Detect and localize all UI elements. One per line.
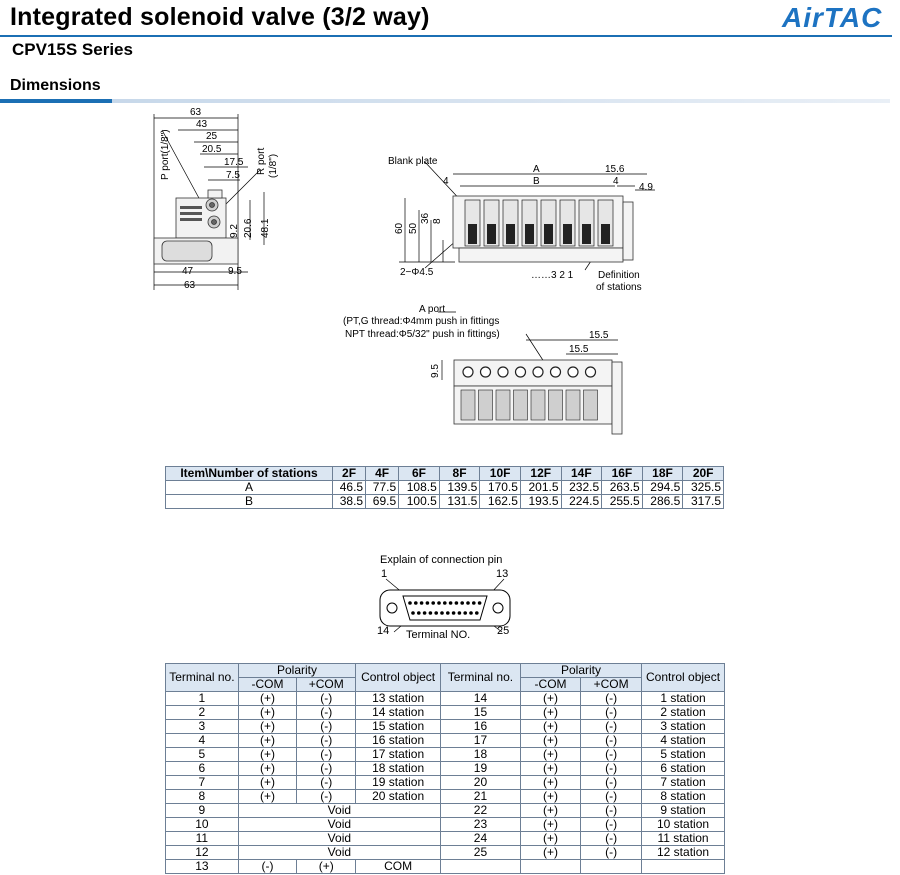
connector-pin (408, 601, 412, 605)
table-cell (581, 860, 642, 874)
table-cell: (-) (581, 748, 642, 762)
table-cell: (-) (297, 720, 356, 734)
table-row (166, 706, 725, 720)
connector-pin (460, 601, 464, 605)
table-cell: (+) (520, 692, 580, 706)
table-header-cell: 2F (333, 467, 366, 481)
valve-coil (468, 224, 477, 244)
table-cell: 1 (166, 692, 239, 706)
plus-com-header: +COM (581, 678, 642, 692)
table-cell (520, 860, 580, 874)
table-cell: 108.5 (399, 481, 440, 495)
table-cell: 20 (440, 776, 520, 790)
table-cell: 5 (166, 748, 239, 762)
valve-coil (601, 224, 610, 244)
valve-coil (582, 224, 591, 244)
table-cell: 13 station (356, 692, 441, 706)
connector-pin (452, 611, 456, 615)
table-header-cell: 12F (520, 467, 561, 481)
table-cell: 77.5 (366, 481, 399, 495)
brand-logo: AirTAC (782, 2, 883, 33)
table-cell: 2 station (642, 706, 725, 720)
table-cell: (-) (581, 832, 642, 846)
port-fitting (586, 367, 596, 377)
table-header-cell: 8F (439, 467, 480, 481)
connector-pin (455, 601, 459, 605)
table-cell: (-) (581, 804, 642, 818)
table-cell: (+) (520, 846, 580, 860)
table-cell: (-) (581, 762, 642, 776)
table-cell: 18 (440, 748, 520, 762)
table-row (166, 720, 725, 734)
dim-20-5: 20.5 (202, 144, 222, 155)
table-header-cell: 10F (480, 467, 521, 481)
table-cell: 25 (440, 846, 520, 860)
table-cell: 8 (166, 790, 239, 804)
table-cell: 10 station (642, 818, 725, 832)
blank-plate-label: Blank plate (388, 156, 438, 167)
table-cell: (+) (238, 776, 296, 790)
table-cell: 10 (166, 818, 239, 832)
table-cell: 325.5 (683, 481, 724, 495)
table-row (166, 860, 725, 874)
connector-pin (417, 611, 421, 615)
table-cell: (-) (581, 734, 642, 748)
table-cell: 6 (166, 762, 239, 776)
pin-1-label: 1 (381, 568, 388, 580)
control-header: Control object (356, 664, 441, 692)
pin-25-label: 25 (497, 625, 510, 637)
connector-pin (458, 611, 462, 615)
table-cell: (-) (581, 706, 642, 720)
dim-4-right: 4 (613, 176, 619, 187)
table-cell: 286.5 (642, 495, 683, 509)
table-cell: (-) (581, 720, 642, 734)
table-cell: (+) (238, 762, 296, 776)
table-cell: 201.5 (520, 481, 561, 495)
table-header-row (166, 467, 724, 481)
dim-7-5: 7.5 (226, 170, 240, 181)
table-header-cell: 14F (561, 467, 602, 481)
table-row (166, 495, 724, 509)
table-cell: 13 (166, 860, 239, 874)
port-fitting (516, 367, 526, 377)
dim-9-5-top: 9.5 (430, 364, 441, 378)
table-header-cell: 18F (642, 467, 683, 481)
top-view-drawing (338, 300, 658, 435)
dim-a: A (533, 164, 540, 175)
connector-pin (414, 601, 418, 605)
definition-label-2: of stations (596, 282, 642, 293)
table-cell: 16 (440, 720, 520, 734)
port-fitting (533, 367, 543, 377)
table-cell: (+) (520, 832, 580, 846)
connector-pin (449, 601, 453, 605)
table-cell: (+) (520, 776, 580, 790)
valve-coil (544, 224, 553, 244)
table-cell: 22 (440, 804, 520, 818)
table-cell: 1 station (642, 692, 725, 706)
table-cell: Void (238, 818, 440, 832)
table-cell: 6 station (642, 762, 725, 776)
table-row (166, 776, 725, 790)
plus-com-header: +COM (297, 678, 356, 692)
connector-pin (446, 611, 450, 615)
table-cell: (-) (581, 790, 642, 804)
table-cell: (+) (520, 706, 580, 720)
table-cell: 317.5 (683, 495, 724, 509)
table-cell: Void (238, 832, 440, 846)
connector-pin (440, 611, 444, 615)
table-row (166, 790, 725, 804)
table-row (166, 734, 725, 748)
table-cell: 139.5 (439, 481, 480, 495)
table-cell: 2 (166, 706, 239, 720)
table-cell: (-) (297, 706, 356, 720)
r-port-size: (1/8") (268, 153, 279, 178)
table-row (166, 762, 725, 776)
dim-17-5: 17.5 (224, 157, 244, 168)
table-cell: (+) (238, 706, 296, 720)
table-header-row (166, 664, 725, 678)
dim-8: 8 (432, 218, 443, 224)
table-cell: 24 (440, 832, 520, 846)
dim-60: 60 (394, 222, 405, 234)
dim-63-top: 63 (190, 107, 202, 118)
table-cell: 14 (440, 692, 520, 706)
connector-pin (426, 601, 430, 605)
table-cell: 21 (440, 790, 520, 804)
dim-47: 47 (182, 266, 194, 277)
table-cell: 15 (440, 706, 520, 720)
table-cell: 4 (166, 734, 239, 748)
table-cell: 131.5 (439, 495, 480, 509)
stations-dimension-table (165, 466, 724, 509)
terminal-no-label: Terminal NO. (406, 629, 471, 641)
table-cell: 12 (166, 846, 239, 860)
polarity-header: Polarity (520, 664, 641, 678)
connector-pin (434, 611, 438, 615)
table-cell: (-) (581, 846, 642, 860)
table-cell: 3 station (642, 720, 725, 734)
title-rule (0, 35, 892, 37)
section-title: Dimensions (10, 77, 101, 94)
polarity-header: Polarity (238, 664, 356, 678)
table-cell: 4 station (642, 734, 725, 748)
table-cell: (+) (520, 720, 580, 734)
table-cell: (+) (238, 734, 296, 748)
table-cell: (-) (238, 860, 296, 874)
table-cell: (+) (238, 720, 296, 734)
table-cell: COM (356, 860, 441, 874)
terminal-table (165, 663, 725, 874)
connector-pin (411, 611, 415, 615)
table-cell: 9 station (642, 804, 725, 818)
connector-pin (423, 611, 427, 615)
table-header-cell: 20F (683, 467, 724, 481)
port-fitting (568, 367, 578, 377)
table-cell: (-) (297, 734, 356, 748)
series-title: CPV15S Series (12, 40, 133, 59)
table-header-cell: Item\Number of stations (166, 467, 333, 481)
connector-pin-drawing (370, 548, 540, 644)
a-port-label: A port (419, 304, 446, 315)
valve-body (531, 390, 545, 420)
connector-pin (431, 601, 435, 605)
table-cell: 170.5 (480, 481, 521, 495)
table-cell: A (166, 481, 333, 495)
table-cell: 255.5 (602, 495, 643, 509)
valve-coil (506, 224, 515, 244)
table-cell: 19 station (356, 776, 441, 790)
table-cell: 14 station (356, 706, 441, 720)
table-cell: (-) (581, 818, 642, 832)
table-cell: 12 station (642, 846, 725, 860)
connector-pin (469, 611, 473, 615)
table-cell: (+) (238, 692, 296, 706)
table-cell: Void (238, 846, 440, 860)
dim-9-2: 9.2 (229, 224, 240, 238)
table-row (166, 804, 725, 818)
table-cell: (-) (297, 790, 356, 804)
table-cell: 263.5 (602, 481, 643, 495)
table-cell: (-) (297, 762, 356, 776)
connector-pin (463, 611, 467, 615)
table-header-cell: 16F (602, 467, 643, 481)
front-view-drawing (385, 150, 665, 295)
table-cell: 3 (166, 720, 239, 734)
table-cell: (+) (297, 860, 356, 874)
page-title: Integrated solenoid valve (3/2 way) (10, 3, 430, 31)
connector-pin (429, 611, 433, 615)
table-row (166, 832, 725, 846)
table-row (166, 846, 725, 860)
table-cell: (-) (297, 776, 356, 790)
table-cell: 5 station (642, 748, 725, 762)
valve-body (566, 390, 580, 420)
table-cell: 18 station (356, 762, 441, 776)
table-cell: 7 (166, 776, 239, 790)
valve-body (549, 390, 563, 420)
connector-pin (478, 601, 482, 605)
table-cell: B (166, 495, 333, 509)
dim-4-left: 4 (443, 176, 449, 187)
dim-b: B (533, 176, 540, 187)
table-cell: 20 station (356, 790, 441, 804)
table-cell (642, 860, 725, 874)
valve-coil (525, 224, 534, 244)
valve-body (584, 390, 598, 420)
table-header-cell: 4F (366, 467, 399, 481)
side-view-drawing (140, 100, 300, 295)
table-cell: (-) (581, 692, 642, 706)
table-cell: 232.5 (561, 481, 602, 495)
valve-body (514, 390, 528, 420)
table-cell: (-) (297, 748, 356, 762)
table-cell: 7 station (642, 776, 725, 790)
dim-36: 36 (420, 212, 431, 224)
holes-label: 2−Φ4.5 (400, 267, 434, 278)
dim-9-5: 9.5 (228, 266, 242, 277)
r-port-label: R port (256, 147, 267, 175)
table-cell: 15 station (356, 720, 441, 734)
valve-coil (563, 224, 572, 244)
p-port-label: P port(1/8") (160, 129, 171, 180)
connector-pin (437, 601, 441, 605)
valve-body (461, 390, 475, 420)
table-cell: Void (238, 804, 440, 818)
dim-48-1: 48.1 (260, 218, 271, 238)
section-rule (0, 99, 890, 103)
table-cell: (+) (238, 748, 296, 762)
dim-15-6: 15.6 (605, 164, 625, 175)
thread-line-2: NPT thread:Φ5/32" push in fittings) (345, 329, 500, 340)
table-cell: 16 station (356, 734, 441, 748)
table-cell: 17 station (356, 748, 441, 762)
table-cell: 11 station (642, 832, 725, 846)
connector-pin (420, 601, 424, 605)
table-cell: 162.5 (480, 495, 521, 509)
table-cell: 19 (440, 762, 520, 776)
dim-50: 50 (408, 222, 419, 234)
dim-4-9: 4.9 (639, 182, 653, 193)
table-row (166, 481, 724, 495)
table-header-cell: 6F (399, 467, 440, 481)
table-cell: (-) (297, 692, 356, 706)
table-cell: (+) (520, 734, 580, 748)
table-cell: 100.5 (399, 495, 440, 509)
table-cell: 294.5 (642, 481, 683, 495)
control-header: Control object (642, 664, 725, 692)
table-cell: 17 (440, 734, 520, 748)
port-fitting (551, 367, 561, 377)
table-cell: 8 station (642, 790, 725, 804)
dim-20-6: 20.6 (243, 218, 254, 238)
table-row (166, 818, 725, 832)
table-row (166, 748, 725, 762)
stations-label: ……3 2 1 (531, 270, 574, 281)
minus-com-header: -COM (238, 678, 296, 692)
table-cell (440, 860, 520, 874)
table-cell: (+) (520, 818, 580, 832)
valve-body (496, 390, 510, 420)
terminal-header: Terminal no. (166, 664, 239, 692)
port-fitting (463, 367, 473, 377)
dim-15-5-b: 15.5 (569, 344, 589, 355)
table-cell: 11 (166, 832, 239, 846)
valve-body (479, 390, 493, 420)
table-cell: 46.5 (333, 481, 366, 495)
table-cell: 69.5 (366, 495, 399, 509)
minus-com-header: -COM (520, 678, 580, 692)
table-cell: (+) (520, 762, 580, 776)
table-cell: (+) (520, 748, 580, 762)
table-row (166, 692, 725, 706)
thread-line-1: (PT,G thread:Φ4mm push in fittings (343, 316, 500, 327)
table-cell: 193.5 (520, 495, 561, 509)
table-cell: 224.5 (561, 495, 602, 509)
port-fitting (498, 367, 508, 377)
connector-title: Explain of connection pin (380, 554, 503, 566)
connector-pin (472, 601, 476, 605)
table-cell: 38.5 (333, 495, 366, 509)
table-cell: (+) (520, 790, 580, 804)
connector-pin (475, 611, 479, 615)
terminal-header: Terminal no. (440, 664, 520, 692)
connector-pin (443, 601, 447, 605)
table-cell: 9 (166, 804, 239, 818)
table-cell: 23 (440, 818, 520, 832)
table-cell: (+) (238, 790, 296, 804)
table-cell: (-) (581, 776, 642, 790)
connector-pin (466, 601, 470, 605)
pin-14-label: 14 (377, 625, 390, 637)
valve-coil (487, 224, 496, 244)
dim-63-bottom: 63 (184, 280, 196, 291)
dim-15-5-a: 15.5 (589, 330, 609, 341)
definition-label: Definition (598, 270, 640, 281)
dim-43: 43 (196, 119, 208, 130)
dim-25: 25 (206, 131, 218, 142)
pin-13-label: 13 (496, 568, 509, 580)
port-fitting (481, 367, 491, 377)
table-cell: (+) (520, 804, 580, 818)
